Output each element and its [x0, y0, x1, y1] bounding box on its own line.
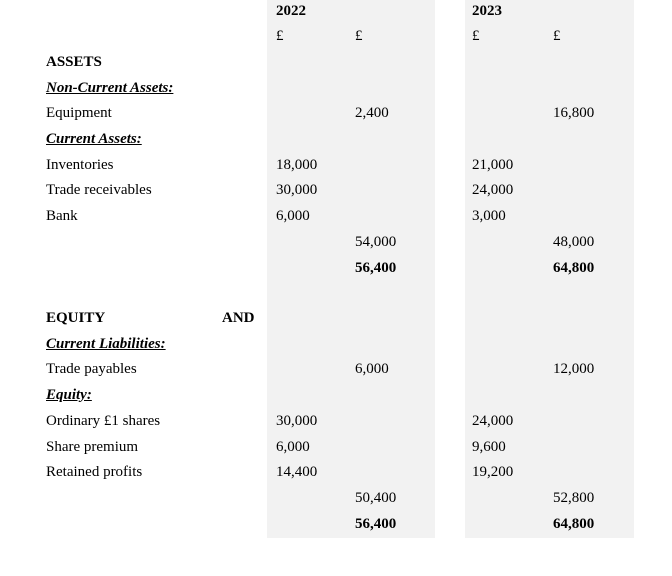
equity-subtotal-2023: 52,800 [553, 490, 595, 506]
equipment-2023: 16,800 [553, 105, 595, 121]
year-header-2023: 2023 [472, 3, 502, 19]
current-assets-heading: Current Assets: [46, 131, 142, 147]
shares-2023: 24,000 [472, 413, 514, 429]
total-equity-liabilities-2023: 64,800 [553, 516, 595, 532]
column-shade-2023 [465, 0, 634, 538]
retained-label: Retained profits [46, 464, 143, 480]
bank-2022: 6,000 [276, 208, 310, 224]
premium-label: Share premium [46, 439, 139, 455]
currency-2022-a: £ [276, 28, 284, 44]
current-assets-total-2022: 54,000 [355, 234, 397, 250]
equity-heading-and: AND [222, 310, 255, 326]
equipment-2022: 2,400 [355, 105, 389, 121]
shares-2022: 30,000 [276, 413, 318, 429]
equity-heading: EQUITY [46, 310, 106, 326]
bank-label: Bank [46, 208, 78, 224]
payables-2023: 12,000 [553, 361, 595, 377]
retained-2022: 14,400 [276, 464, 318, 480]
equity-subheading: Equity: [46, 387, 92, 403]
inventories-label: Inventories [46, 157, 114, 173]
inventories-2022: 18,000 [276, 157, 318, 173]
current-assets-total-2023: 48,000 [553, 234, 595, 250]
payables-2022: 6,000 [355, 361, 389, 377]
receivables-2023: 24,000 [472, 182, 514, 198]
non-current-assets-heading: Non-Current Assets: [46, 80, 174, 96]
receivables-2022: 30,000 [276, 182, 318, 198]
premium-2023: 9,600 [472, 439, 506, 455]
shares-label: Ordinary £1 shares [46, 413, 161, 429]
total-assets-2022: 56,400 [355, 260, 397, 276]
currency-2023-a: £ [472, 28, 480, 44]
premium-2022: 6,000 [276, 439, 310, 455]
total-equity-liabilities-2022: 56,400 [355, 516, 397, 532]
current-liabilities-heading: Current Liabilities: [46, 336, 166, 352]
retained-2023: 19,200 [472, 464, 514, 480]
inventories-2023: 21,000 [472, 157, 514, 173]
payables-label: Trade payables [46, 361, 137, 377]
currency-2023-b: £ [553, 28, 561, 44]
assets-heading: ASSETS [46, 54, 102, 70]
year-header-2022: 2022 [276, 3, 306, 19]
bank-2023: 3,000 [472, 208, 506, 224]
receivables-label: Trade receivables [46, 182, 152, 198]
equipment-label: Equipment [46, 105, 112, 121]
column-shade-2022 [267, 0, 435, 538]
total-assets-2023: 64,800 [553, 260, 595, 276]
equity-subtotal-2022: 50,400 [355, 490, 397, 506]
currency-2022-b: £ [355, 28, 363, 44]
